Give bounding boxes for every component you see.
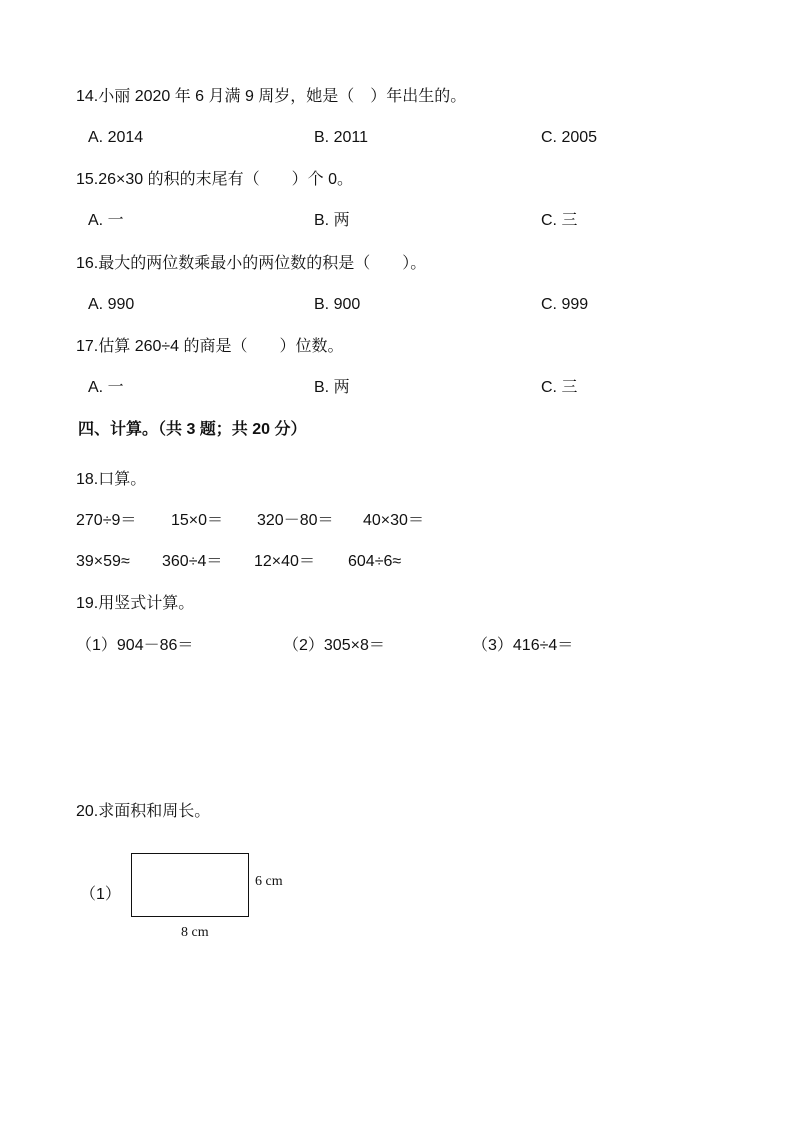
question-16-stem: 16.最大的两位数乘最小的两位数的积是（ ）。 xyxy=(76,255,427,272)
vertical-calc-item-3: （3）416÷4＝ xyxy=(472,637,574,654)
question-16-option-a: A. 990 xyxy=(88,296,135,313)
question-17-stem: 17.估算 260÷4 的商是（ ）位数。 xyxy=(76,338,344,355)
question-14-option-b: B. 2011 xyxy=(314,129,368,146)
question-19-stem: 19.用竖式计算。 xyxy=(76,595,195,612)
question-16-option-c: C. 999 xyxy=(541,296,589,313)
mental-math-item: 320－80＝ xyxy=(257,512,334,529)
vertical-calc-item-1: （1）904－86＝ xyxy=(76,637,194,654)
question-17-option-a: A. 一 xyxy=(88,379,124,396)
mental-math-item: 360÷4＝ xyxy=(162,553,223,570)
question-14-option-a: A. 2014 xyxy=(88,129,144,146)
question-17-option-b: B. 两 xyxy=(314,379,350,396)
section-4-heading: 四、计算。（共 3 题；共 20 分） xyxy=(78,421,307,438)
mental-math-item: 39×59≈ xyxy=(76,553,130,570)
figure-item-label: （1） xyxy=(80,886,121,903)
question-16-option-b: B. 900 xyxy=(314,296,361,313)
rectangle-figure xyxy=(131,853,249,917)
question-20-stem: 20.求面积和周长。 xyxy=(76,803,211,820)
mental-math-item: 15×0＝ xyxy=(171,512,224,529)
mental-math-item: 12×40＝ xyxy=(254,553,315,570)
question-15-option-a: A. 一 xyxy=(88,212,124,229)
rectangle-width-label: 8 cm xyxy=(181,925,209,940)
rectangle-height-label: 6 cm xyxy=(255,874,283,889)
question-14-stem: 14.小丽 2020 年 6 月满 9 周岁，她是（ ）年出生的。 xyxy=(76,88,467,105)
question-15-option-c: C. 三 xyxy=(541,212,578,229)
question-15-stem: 15.26×30 的积的末尾有（ ）个 0。 xyxy=(76,171,353,188)
mental-math-item: 40×30＝ xyxy=(363,512,424,529)
vertical-calc-item-2: （2）305×8＝ xyxy=(283,637,385,654)
question-15-option-b: B. 两 xyxy=(314,212,350,229)
mental-math-item: 270÷9＝ xyxy=(76,512,137,529)
question-17-option-c: C. 三 xyxy=(541,379,578,396)
mental-math-item: 604÷6≈ xyxy=(348,553,402,570)
question-14-option-c: C. 2005 xyxy=(541,129,598,146)
question-18-stem: 18.口算。 xyxy=(76,471,147,488)
